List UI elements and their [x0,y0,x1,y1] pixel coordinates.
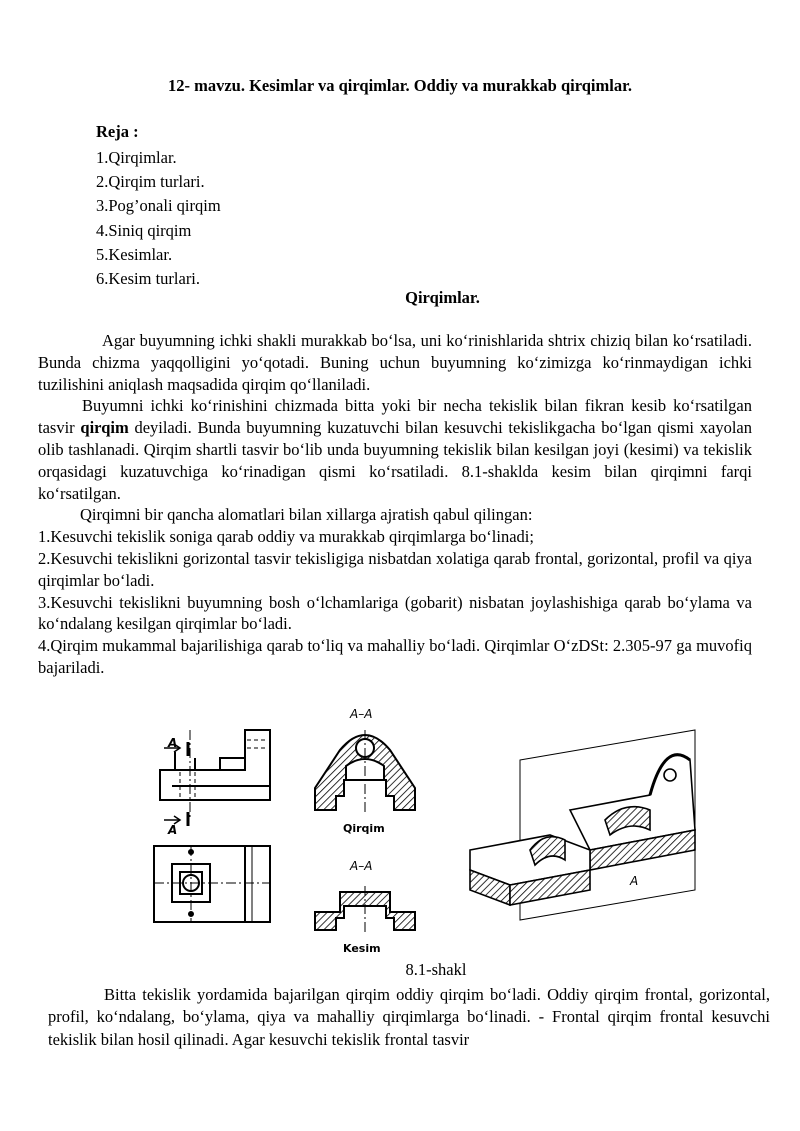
page-title: 12- mavzu. Kesimlar va qirqimlar. Oddiy va murakkab qirqimlar. [167,76,633,95]
paragraph-text: deyiladi. Bunda buyumning kuzatuvchi bilan kesuvchi tekislikgacha bo‘lgan qismi xayolan olib tashlanadi. Qirqim shartli tasvir bo‘lib unda buyumning tekislik bilan kesilgan joyi (kesimi) va tekislik orqasidagi kuzatuvchiga ko‘rinadigan qismi ko‘rsatiladi. 8.1-shaklda kesim bilan qirqimni farqi ko‘rsatilgan. [38,418,752,503]
section-qirqim [315,730,415,815]
paragraph: Agar buyumning ichki shakli murakkab bo‘lsa, uni ko‘rinishlarida shtrix chiziq bilan ko‘rsatiladi. Bunda chizma yaqqolligini yo‘qotadi. Buning uchun buyumning ko‘zimizga ko‘rinmaydigan ichki tuzilishini aniqlash maqsadida qirqim qo‘llaniladi. [38,331,752,394]
term-qirqim: qirqim [80,418,129,438]
plan-item: 4.Siniq qirqim [96,220,192,240]
plan-item: 6.Kesim turlari. [96,269,201,289]
label-a-left-top: A [168,736,178,750]
list-item: 1.Kesuvchi tekislik soniga qarab oddiy va murakkab qirqimlarga bo‘linadi; [38,527,534,547]
figure-caption: 8.1-shakl [405,960,467,979]
plan-view [154,846,270,922]
plan-item: 1.Qirqimlar. [96,148,177,167]
plan-heading: Reja : [96,122,139,141]
plan-item: 3.Pog’onali qirqim [96,196,221,216]
list-item: 2.Kesuvchi tekislikni gorizontal tasvir tekisligiga nisbatdan xolatiga qarab frontal, gorizontal, profil va qiya qirqimlar bo‘ladi. [38,548,752,590]
paragraph: Bitta tekislik yordamida bajarilgan qirqim oddiy qirqim bo‘ladi. Oddiy qirqim frontal, gorizontal, profil, ko‘ndalang, bo‘ylama, qiya va mahalliy qirqimlarga bo‘linadi. - Frontal qirqim frontal kesuvchi tekislik bilan hosil qilinadi. Agar kesuvchi tekislik frontal tasvir [48,985,770,1049]
label-kesim: Kesim [343,942,381,955]
label-qirqim: Qirqim [343,822,385,835]
figure-8-1 [150,700,710,960]
isometric-view [470,730,695,920]
section-kesim [315,886,415,934]
list-item: 3.Kesuvchi tekislikni buyumning bosh o‘lchamlariga (gobarit) nisbatan joylashishiga qarab bo‘ylama va ko‘ndalang kesilgan qirqimlar bo‘ladi. [38,592,752,634]
plan-list [96,146,221,291]
paragraph [38,395,752,504]
body-text [38,330,752,679]
plan-item: 5.Kesimlar. [96,244,173,264]
plan-item: 2.Qirqim turlari. [96,172,205,192]
section-title: Qirqimlar. [405,288,480,307]
label-aa-qirqim: A–A [350,707,373,721]
closing-text [48,984,770,1051]
list-item: 4.Qirqim mukammal bajarilishiga qarab to‘liq va mahalliy bo‘ladi. Qirqimlar O‘zDSt: 2.305-97 ga muvofiq bajariladi. [38,636,752,677]
paragraph-text: Buyumni ichki ko‘rinishini chizmada bitta yoki bir necha tekislik bilan fikran kesib ko‘rsatilgan tasvir [38,396,752,438]
paragraph: Qirqimni bir qancha alomatlari bilan xillarga ajratish qabul qilingan: [80,505,533,525]
label-aa-kesim: A–A [350,859,373,873]
label-a-iso: A [630,874,639,888]
label-a-left-bottom: A [168,823,178,837]
